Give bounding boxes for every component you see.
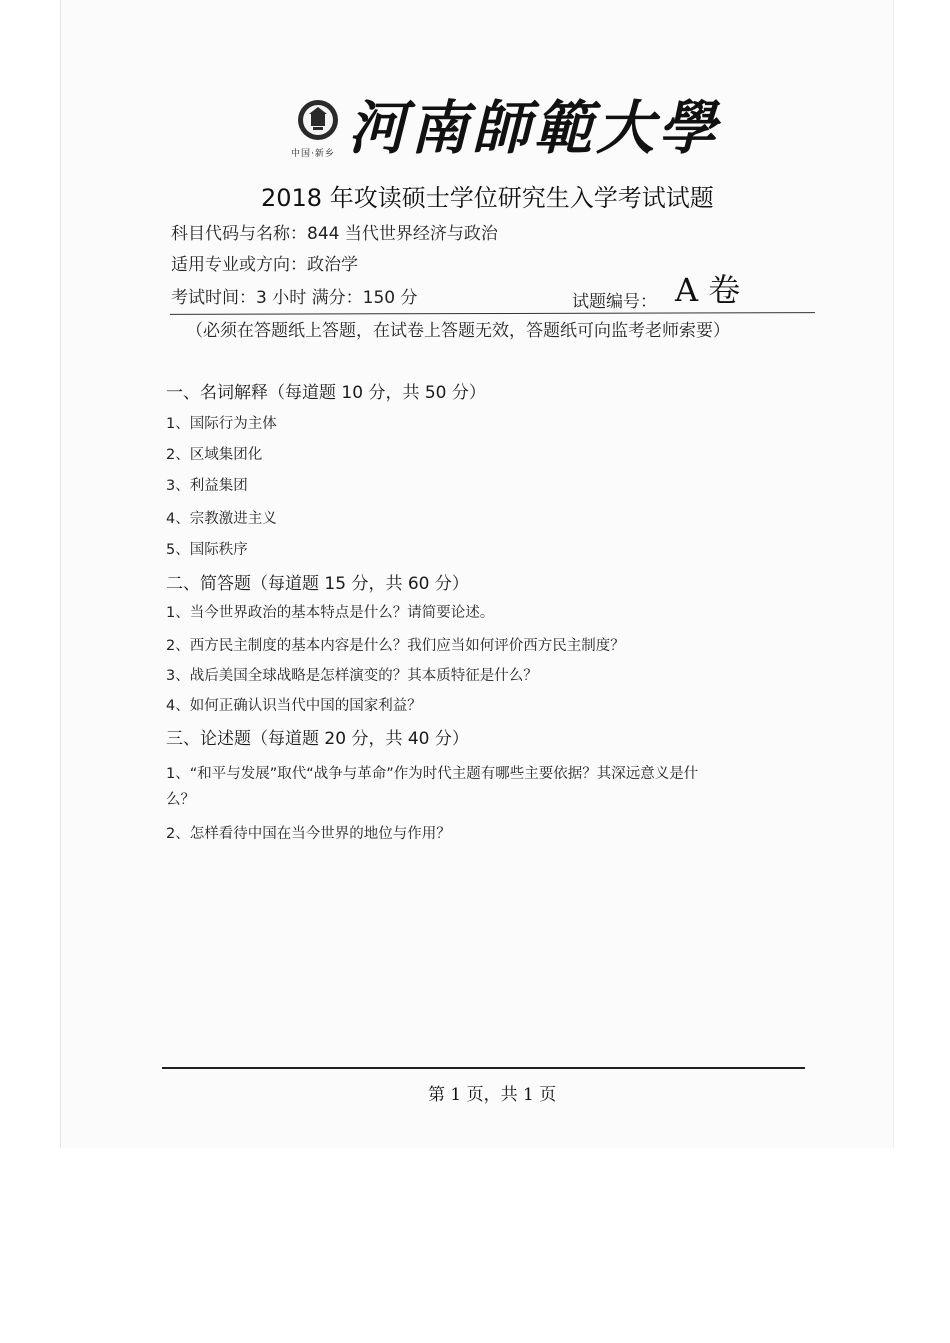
section-heading: 一、名词解释（每道题 10 分，共 50 分） xyxy=(166,383,486,403)
question-item: 5、国际秩序 xyxy=(166,542,248,558)
paper-id-value: A 卷 xyxy=(675,271,741,309)
answer-notice: （必须在答题纸上答题，在试卷上答题无效，答题纸可向监考老师索要） xyxy=(186,321,730,341)
question-item: 1、国际行为主体 xyxy=(166,416,277,432)
page-number: 第 1 页，共 1 页 xyxy=(428,1085,557,1105)
exam-title: 2018 年攻读硕士学位研究生入学考试试题 xyxy=(261,184,714,212)
question-item-continuation: 么？ xyxy=(166,792,195,808)
question-item: 4、如何正确认识当代中国的国家利益？ xyxy=(166,698,422,714)
footer-divider xyxy=(162,1067,805,1069)
university-name: 河南師範大學 xyxy=(348,94,721,162)
question-item: 2、怎样看待中国在当今世界的地位与作用？ xyxy=(166,826,451,842)
question-item: 3、战后美国全球战略是怎样演变的？其本质特征是什么？ xyxy=(166,668,538,684)
question-item: 2、西方民主制度的基本内容是什么？我们应当如何评价西方民主制度？ xyxy=(166,638,625,654)
question-item: 3、利益集团 xyxy=(166,478,248,494)
paper-id-label: 试题编号： xyxy=(572,292,657,312)
question-item: 4、宗教激进主义 xyxy=(166,511,277,527)
question-item: 2、区域集团化 xyxy=(166,447,263,463)
university-seal-icon xyxy=(296,98,340,142)
question-item: 1、“和平与发展”取代“战争与革命”作为时代主题有哪些主要依据？其深远意义是什 xyxy=(166,766,699,782)
seal-caption: 中国·新乡 xyxy=(291,149,335,159)
section-heading: 二、简答题（每道题 15 分，共 60 分） xyxy=(166,574,469,594)
subject-line: 科目代码与名称：844 当代世界经济与政治 xyxy=(171,224,498,244)
time-score-line: 考试时间：3 小时 满分：150 分 xyxy=(171,288,418,308)
question-item: 1、当今世界政治的基本特点是什么？请简要论述。 xyxy=(166,605,495,621)
section-heading: 三、论述题（每道题 20 分，共 40 分） xyxy=(166,729,469,749)
major-line: 适用专业或方向：政治学 xyxy=(171,255,358,275)
